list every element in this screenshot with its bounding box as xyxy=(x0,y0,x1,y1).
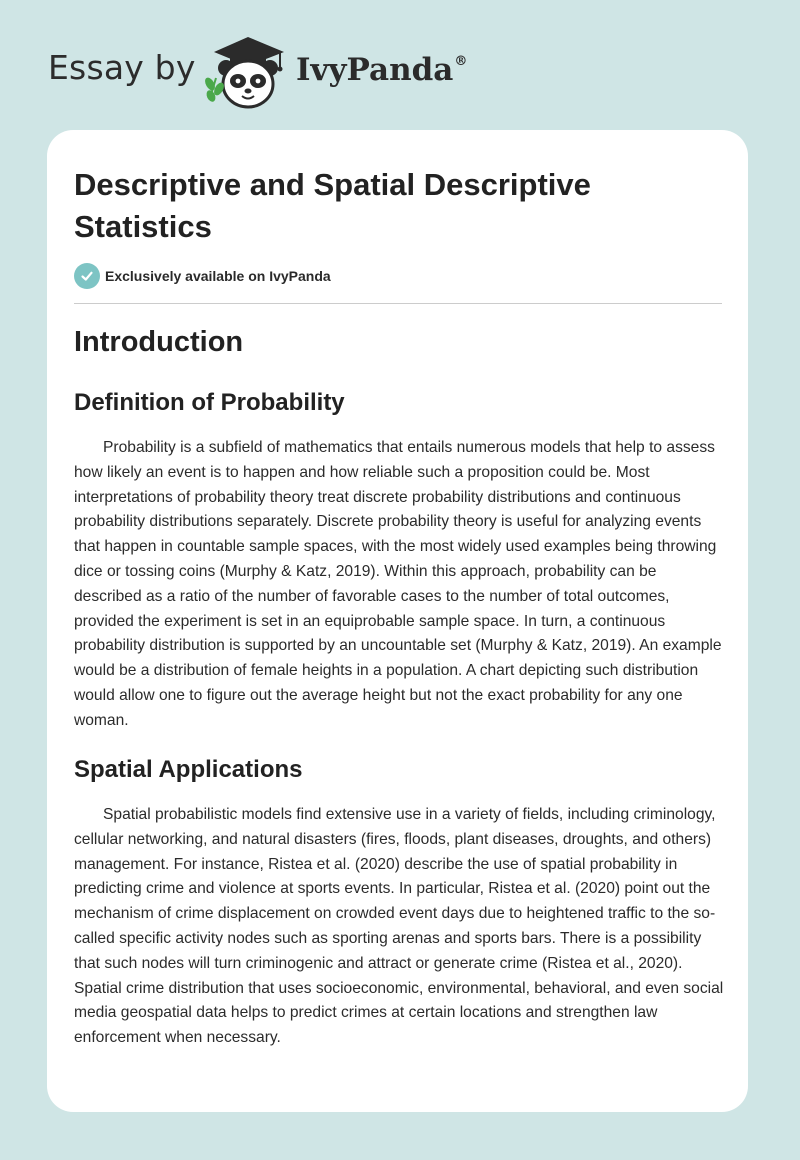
essay-card xyxy=(47,130,748,1112)
site-header xyxy=(48,34,748,110)
section-heading-introduction: Introduction xyxy=(74,326,244,358)
exclusive-badge xyxy=(74,263,331,289)
essay-title: Descriptive and Spatial Descriptive Statistics xyxy=(74,167,591,244)
subsection-heading-spatial: Spatial Applications xyxy=(74,756,303,783)
badge-label: Exclusively available on IvyPanda xyxy=(105,268,331,284)
paragraph-spatial: Spatial probabilistic models find extensive use in a variety of fields, including criminology, cellular networking, and natural disasters (fires, floods, plant diseases, droughts, and others) management. For instance, Ristea et al. (2020) describe the use of spatial probability in predicting crime and violence at sports events. In particular, Ristea et al. (2020) point out the mechanism of crime displacement on crowded event days due to heightened traffic to the so-called specific activity nodes such as sporting arenas and sports bars. There is a possibility that such nodes will turn criminogenic and attract or generate crime (Ristea et al., 2020). Spatial crime distribution that uses socioeconomic, environmental, behavioral, and even social media geospatial data helps to predict crimes at certain locations and strengthen law enforcement when necessary. xyxy=(74,806,724,1047)
divider xyxy=(74,303,722,304)
registered-mark: ® xyxy=(454,54,468,69)
essay-by-label: Essay by xyxy=(48,48,196,87)
brand-text: IvyPanda xyxy=(296,52,454,88)
subsection-heading-definition: Definition of Probability xyxy=(74,389,345,416)
panda-logo-icon[interactable] xyxy=(200,34,292,110)
check-icon xyxy=(74,263,100,289)
paragraph-definition: Probability is a subfield of mathematics that entails numerous models that help to assess how likely an event is to happen and how reliable such a proposition could be. Most interpretations of probability theory treat discrete probability distributions and continuous probability distributions separately. Discrete probability theory is useful for analyzing events that happen in countable sample spaces, with the most widely used examples being throwing dice or tossing coins (Murphy & Katz, 2019). Within this approach, probability can be described as a ratio of the number of favorable cases to the number of total outcomes, provided the experiment is set in an equiprobable sample space. In turn, a continuous probability distribution is supported by an uncountable set (Murphy & Katz, 2019). An example would be a distribution of female heights in a population. A chart depicting such distribution would allow one to figure out the average height but not the exact probability for any one woman. xyxy=(74,439,722,729)
brand-name[interactable] xyxy=(296,52,467,88)
